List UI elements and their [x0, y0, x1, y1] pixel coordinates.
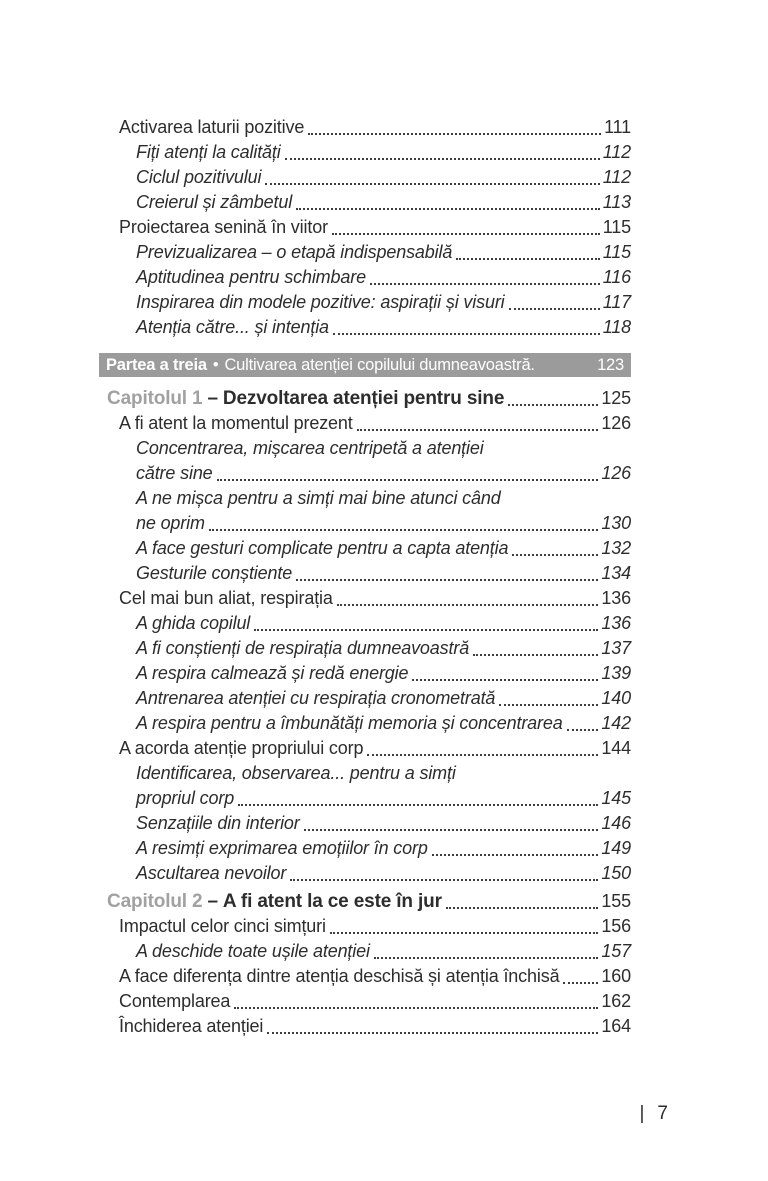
dot-leader: [285, 158, 600, 160]
entry-title: Gesturile conștiente: [136, 563, 293, 583]
dot-leader: [357, 429, 599, 431]
entry-title: Senzațiile din interior: [136, 813, 300, 833]
dot-leader: [508, 404, 598, 406]
entry-title: A ne mișca pentru a simți mai bine atunci când: [136, 488, 501, 508]
entry-page-number: 139: [601, 663, 631, 683]
entry-title: Contemplarea: [119, 991, 231, 1011]
entry-title: A fi atent la momentul prezent: [119, 413, 353, 433]
toc-entry: [103, 661, 631, 686]
entry-title: Închiderea atenției: [119, 1016, 264, 1036]
toc-entry: [103, 611, 631, 636]
dot-leader: [217, 479, 599, 481]
entry-page-number: 150: [601, 863, 631, 883]
toc-entry: [103, 711, 631, 736]
dot-leader: [238, 804, 598, 806]
entry-title: Fiți atenți la calități: [136, 142, 281, 162]
entry-page-number: 130: [601, 513, 631, 533]
entry-title: Aptitudinea pentru schimbare: [136, 267, 366, 287]
toc-entry: [103, 190, 631, 215]
folio-page-number: 7: [657, 1103, 668, 1124]
entry-title: A respira pentru a îmbunătăți memoria și concentrarea: [136, 713, 563, 733]
entry-page-number: 149: [601, 838, 631, 858]
dot-leader: [254, 629, 598, 631]
dot-leader: [432, 854, 599, 856]
entry-page-number: 132: [601, 538, 631, 558]
entry-title: Atenția către... și intenția: [136, 317, 329, 337]
dot-leader: [499, 704, 598, 706]
dot-leader: [209, 529, 599, 531]
entry-title: Cel mai bun aliat, respirația: [119, 588, 333, 608]
entry-page-number: 118: [602, 317, 631, 337]
dot-leader: [330, 932, 599, 934]
entry-page-number: 115: [602, 242, 631, 262]
dot-leader: [367, 754, 598, 756]
toc-entry: [103, 290, 631, 315]
entry-title: Antrenarea atenției cu respirația cronometrată: [136, 688, 496, 708]
toc-entry-line: [103, 761, 631, 786]
dot-leader: [337, 604, 599, 606]
dot-leader: [304, 829, 599, 831]
entry-title: A resimți exprimarea emoțiilor în corp: [136, 838, 428, 858]
entry-title: A face gesturi complicate pentru a capta atenția: [136, 538, 509, 558]
entry-page-number: 162: [601, 991, 631, 1011]
dot-leader: [563, 982, 598, 984]
toc-entry: [103, 686, 631, 711]
chapter-dash: –: [207, 388, 218, 409]
toc-entry: [103, 165, 631, 190]
entry-title: ne oprim: [136, 513, 205, 533]
chapter-title: Dezvoltarea atenției pentru sine: [222, 388, 505, 409]
entry-page-number: 160: [601, 966, 631, 986]
toc-entry: [103, 939, 631, 964]
dot-leader: [509, 308, 600, 310]
entry-title: Inspirarea din modele pozitive: aspirații și visuri: [136, 292, 505, 312]
dot-leader: [296, 579, 598, 581]
entry-page-number: 115: [602, 217, 631, 237]
toc-entry: [103, 989, 631, 1014]
dot-leader: [446, 907, 599, 909]
toc-entry: [103, 115, 631, 140]
toc-entry: [103, 140, 631, 165]
entry-page-number: 113: [602, 192, 631, 212]
entry-page-number: 112: [602, 142, 631, 162]
chapter-page-number: 125: [601, 388, 631, 408]
toc-entry: [103, 964, 631, 989]
dot-leader: [267, 1032, 598, 1034]
toc-entry: [103, 736, 631, 761]
toc-entry: [103, 636, 631, 661]
chapter-label: Capitolul 2: [107, 891, 203, 912]
entry-page-number: 137: [601, 638, 631, 658]
footer-separator: |: [639, 1103, 645, 1124]
entry-title: Previzualizarea – o etapă indispensabilă: [136, 242, 453, 262]
toc-entry: [103, 536, 631, 561]
dot-leader: [265, 183, 599, 185]
entry-page-number: 126: [601, 463, 631, 483]
entry-page-number: 136: [601, 588, 631, 608]
entry-page-number: 142: [601, 713, 631, 733]
entry-title: A face diferența dintre atenția deschisă și atenția închisă: [119, 966, 560, 986]
dot-leader: [308, 133, 601, 135]
entry-page-number: 116: [602, 267, 631, 287]
dot-leader: [374, 957, 599, 959]
entry-page-number: 126: [601, 413, 631, 433]
toc-entry: [103, 215, 631, 240]
entry-title: Concentrarea, mișcarea centripetă a atenției: [136, 438, 484, 458]
toc-entry: [103, 914, 631, 939]
entry-title: Creierul și zâmbetul: [136, 192, 293, 212]
dot-leader: [332, 233, 600, 235]
toc-entry: [103, 836, 631, 861]
toc-entry: [103, 811, 631, 836]
dot-leader: [567, 729, 599, 731]
part-title: Cultivarea atenției copilului dumneavoastră.: [224, 355, 535, 374]
chapter-heading: [103, 386, 631, 411]
entry-title: Activarea laturii pozitive: [119, 117, 305, 137]
part-page-number: 123: [597, 355, 624, 374]
entry-page-number: 112: [602, 167, 631, 187]
dot-leader: [290, 879, 598, 881]
chapter-dash: –: [207, 891, 218, 912]
toc-entry: [103, 461, 631, 486]
entry-title: A acorda atenție propriului corp: [119, 738, 364, 758]
toc-entry: [103, 411, 631, 436]
dot-leader: [512, 554, 598, 556]
toc-entry: [103, 561, 631, 586]
page-footer: [639, 1102, 668, 1126]
dot-leader: [333, 333, 600, 335]
entry-title: A respira calmează și redă energie: [136, 663, 409, 683]
chapter-label: Capitolul 1: [107, 388, 203, 409]
entry-page-number: 134: [601, 563, 631, 583]
entry-title: Ascultarea nevoilor: [136, 863, 287, 883]
entry-title: către sine: [136, 463, 213, 483]
dot-leader: [296, 208, 600, 210]
dot-leader: [456, 258, 600, 260]
dot-leader: [473, 654, 598, 656]
chapter-heading: [103, 889, 631, 914]
entry-page-number: 164: [601, 1016, 631, 1036]
toc-entry-line: [103, 486, 631, 511]
toc-entry: [103, 861, 631, 886]
entry-title: propriul corp: [136, 788, 235, 808]
entry-title: Ciclul pozitivului: [136, 167, 262, 187]
entry-title: Impactul celor cinci simțuri: [119, 916, 326, 936]
toc-entry: [103, 586, 631, 611]
entry-page-number: 140: [601, 688, 631, 708]
toc-entry: [103, 786, 631, 811]
entry-page-number: 136: [601, 613, 631, 633]
toc-entry: [103, 240, 631, 265]
toc-entry: [103, 265, 631, 290]
dot-leader: [412, 679, 598, 681]
dot-leader: [234, 1007, 598, 1009]
toc-entry: [103, 315, 631, 340]
entry-page-number: 144: [601, 738, 631, 758]
entry-title: A fi conștienți de respirația dumneavoastră: [136, 638, 470, 658]
bullet-separator-icon: •: [212, 355, 219, 374]
entry-title: A ghida copilul: [136, 613, 251, 633]
entry-page-number: 146: [601, 813, 631, 833]
entry-page-number: 111: [604, 117, 631, 137]
toc-entry-line: [103, 436, 631, 461]
entry-title: A deschide toate ușile atenției: [136, 941, 370, 961]
entry-page-number: 157: [601, 941, 631, 961]
chapter-title: A fi atent la ce este în jur: [222, 891, 442, 912]
part-label: Partea a treia: [106, 355, 207, 374]
table-of-contents: [103, 115, 631, 1039]
dot-leader: [370, 283, 600, 285]
chapter-page-number: 155: [601, 891, 631, 911]
entry-page-number: 156: [601, 916, 631, 936]
toc-entry: [103, 1014, 631, 1039]
entry-title: Proiectarea senină în viitor: [119, 217, 328, 237]
toc-entry: [103, 511, 631, 536]
part-heading: [99, 353, 631, 377]
entry-page-number: 145: [601, 788, 631, 808]
entry-title: Identificarea, observarea... pentru a simți: [136, 763, 456, 783]
entry-page-number: 117: [602, 292, 631, 312]
